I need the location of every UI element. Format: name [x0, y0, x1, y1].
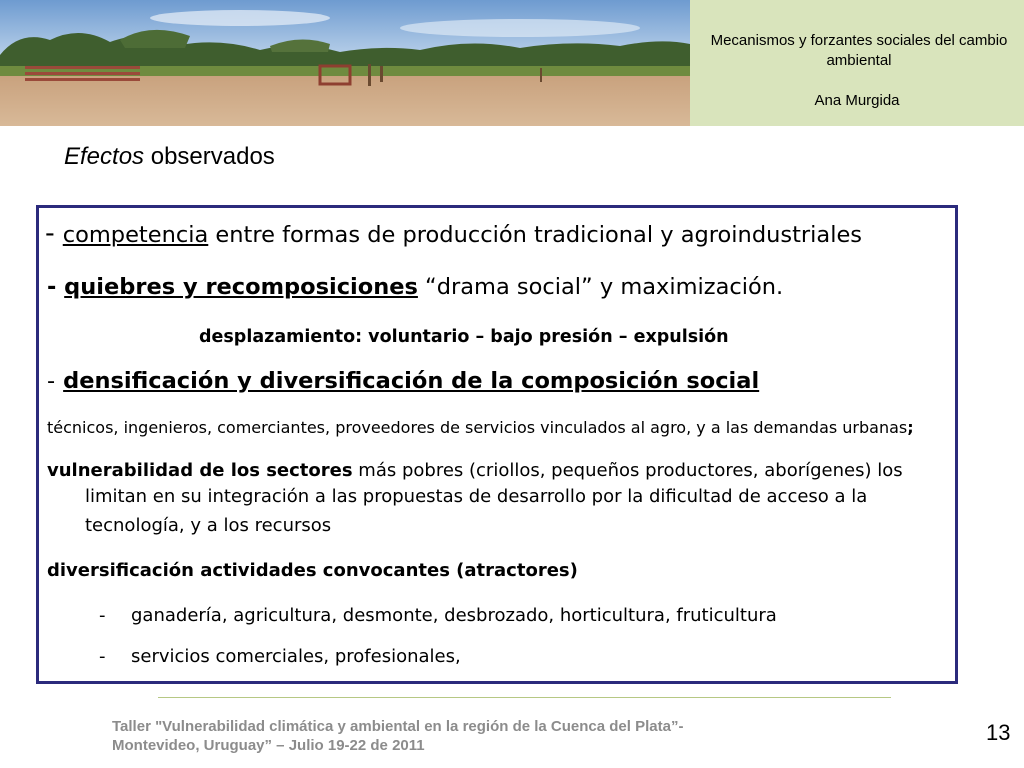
point-text: entre formas de producción tradicional y agroindustriales: [208, 222, 863, 248]
subtitle-emphasis: Efectos: [64, 143, 145, 170]
vulnerability-line: [47, 460, 903, 481]
keyword-competencia: competencia: [62, 222, 209, 248]
content-frame: [36, 205, 958, 684]
keyword-densificacion: densificación y diversificación de la composición social: [63, 368, 760, 394]
dash-marker: -: [99, 646, 106, 667]
technicians-text: técnicos, ingenieros, comerciantes, proveedores de servicios vinculados al agro, y a las demandas urbanas: [47, 418, 908, 437]
header-panel: [690, 0, 1024, 126]
vulnerability-continuation-2: tecnología, y a los recursos: [85, 515, 332, 536]
list-item-text: servicios comerciales, profesionales,: [131, 646, 461, 667]
vulnerability-continuation: limitan en su integración a las propuestas de desarrollo por la dificultad de acceso a la: [85, 486, 868, 507]
vulnerability-text: más pobres (criollos, pequeños productores, aborígenes) los: [352, 460, 903, 481]
point-text: “drama social” y maximización.: [417, 274, 784, 300]
section-subtitle: [64, 143, 275, 171]
technicians-line: [47, 418, 914, 437]
header-photo: [0, 0, 690, 126]
diversification-heading: diversificación actividades convocantes (atractores): [47, 560, 578, 581]
dash-marker: -: [45, 218, 55, 249]
author-name: Ana Murgida: [814, 92, 900, 109]
technicians-end: ;: [907, 418, 914, 437]
dash-marker: -: [47, 274, 65, 300]
page-number: 13: [986, 720, 1011, 745]
dash-marker: -: [47, 368, 56, 394]
list-item-text: ganadería, agricultura, desmonte, desbrozado, horticultura, fruticultura: [131, 605, 777, 626]
point-quiebres: [47, 274, 783, 300]
point-densificacion: [47, 368, 759, 394]
list-item: [99, 646, 461, 667]
dash-marker: -: [99, 605, 106, 626]
displacement-line: desplazamiento: voluntario – bajo presión – expulsión: [199, 327, 729, 347]
list-item: [99, 605, 777, 626]
footer-line-2: Montevideo, Uruguay” – Julio 19-22 de 2011: [112, 737, 425, 754]
footer-divider: [158, 697, 891, 698]
footer-line-1: Taller "Vulnerabilidad climática y ambiental en la región de la Cuenca del Plata”-: [112, 718, 684, 735]
presentation-title: Mecanismos y forzantes sociales del cambio ambiental: [710, 32, 1008, 69]
keyword-quiebres: quiebres y recomposiciones: [64, 274, 418, 300]
point-competencia: [45, 218, 862, 249]
keyword-vulnerabilidad: vulnerabilidad de los sectores: [47, 460, 353, 481]
subtitle-rest: observados: [144, 143, 275, 170]
footer-text: [112, 717, 812, 755]
